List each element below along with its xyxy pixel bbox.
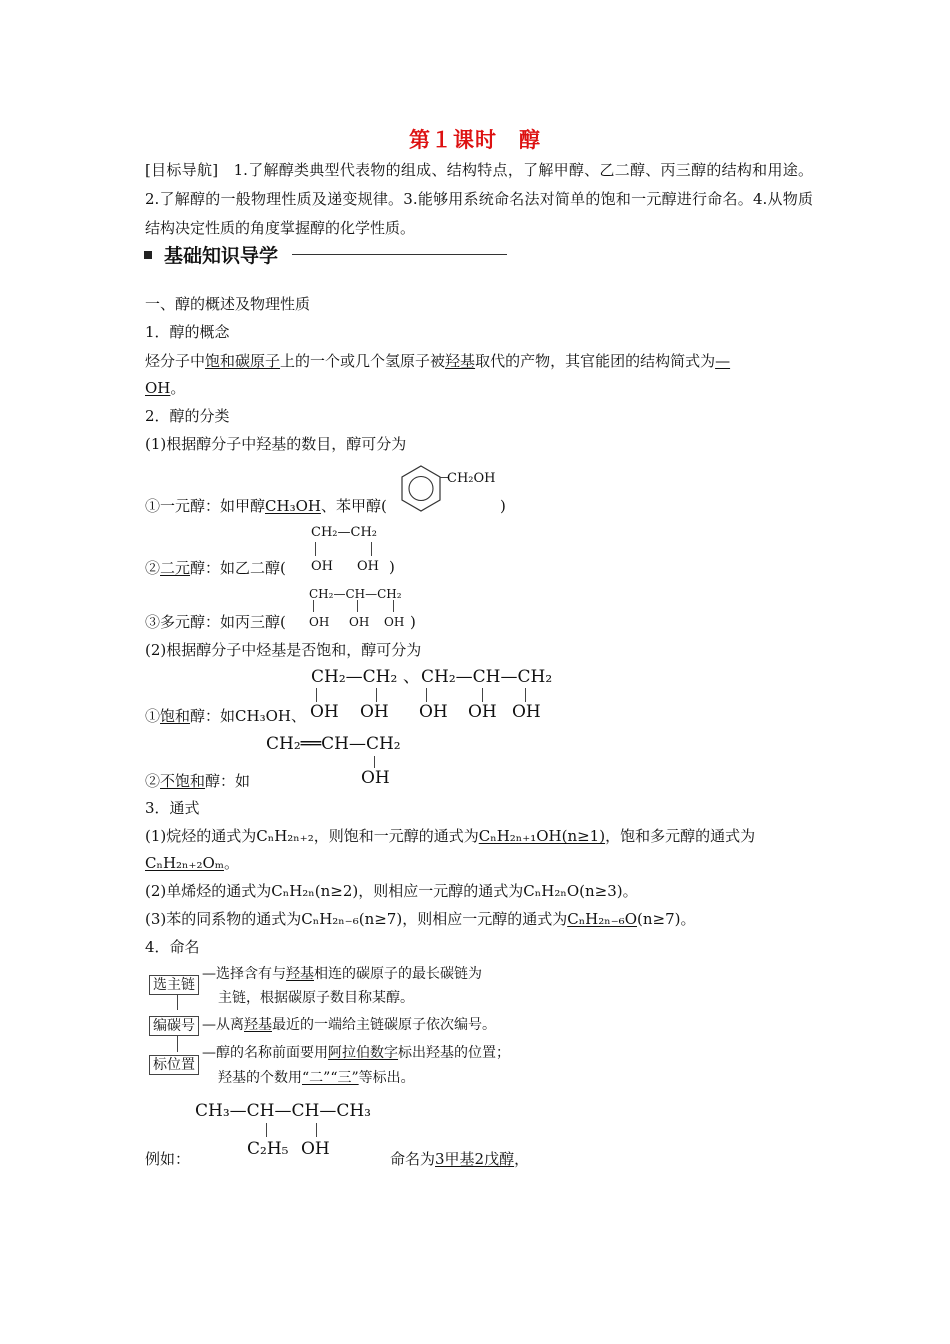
formula-heading: 3．通式: [145, 799, 200, 817]
bond-line: [316, 1123, 317, 1137]
glycerol-oh3: OH: [384, 615, 405, 629]
example-label: 例如：: [145, 1150, 191, 1168]
bond-line: [376, 688, 377, 702]
sat-glycerol-oh1: OH: [419, 702, 448, 722]
section-heading-text: 基础知识导学: [164, 245, 279, 267]
text-span: ①一元醇：如甲醇: [145, 497, 266, 515]
poly-alcohol-line: ③多元醇：如丙三醇(: [145, 613, 286, 631]
text-span: 取代的产物，其官能团的结构简式为: [475, 352, 716, 370]
text-span: —从离: [202, 1017, 244, 1033]
bond-line: [357, 600, 358, 612]
text-span: 醇：如乙二醇(: [190, 559, 286, 577]
text-span: 标出羟基的位置；: [398, 1045, 510, 1061]
answer-diol: 二元: [160, 559, 191, 577]
mono-close-paren: ): [500, 497, 506, 515]
poly-close-paren: ): [410, 613, 416, 631]
text-span: ，: [514, 1150, 530, 1168]
benzyl-ch2oh: CH₂OH: [447, 471, 496, 486]
classification-1: (1)根据醇分子中羟基的数目，醇可分为: [145, 435, 407, 453]
sat-glycol-oh2: OH: [360, 702, 389, 722]
text-span: ②: [145, 772, 161, 790]
text-span: (3)苯的同系物的通式为CₙH₂ₙ₋₆(n≥7)，则相应一元醇的通式为: [145, 910, 568, 928]
answer-oh-dash: —: [715, 352, 731, 370]
learning-goals: [目标导航] 1.了解醇类典型代表物的组成、结构特点，了解甲醇、乙二醇、丙三醇的结构和用途。2.了解醇的一般物理性质及递变规律。3.能够用系统命名法对简单的饱和一元醇进行命名。4.从物质结构决定性质的角度掌握醇的化学性质。: [145, 161, 813, 237]
text-span: 羟基的个数用: [218, 1070, 302, 1086]
step3-line2: [218, 1068, 415, 1088]
text-span: 。: [170, 379, 186, 397]
example-oh: OH: [301, 1139, 330, 1159]
answer-aromatic-formula: CₙH₂ₙ₋₆O: [567, 910, 637, 928]
answer-sat-mono-formula: CₙH₂ₙ₊₁OH(n≥1): [478, 827, 606, 845]
step-box-select-chain: 选主链: [149, 975, 199, 995]
bond-line: [371, 542, 372, 556]
answer-methanol: CH₃OH: [265, 497, 321, 515]
unsaturated-line: [145, 771, 250, 791]
concept-line2: [145, 378, 185, 398]
answer-saturated: 饱和: [160, 707, 191, 725]
answer-oh: OH: [145, 379, 171, 397]
glycerol-top: CH₂—CH—CH₂: [309, 587, 402, 601]
formula-1-line1: [145, 826, 755, 846]
text-span: —选择含有与: [202, 966, 286, 982]
text-span: —醇的名称前面要用: [202, 1045, 328, 1061]
section-heading: [144, 241, 507, 268]
formula-1-line2: [145, 853, 239, 873]
example-ethyl: C₂H₅: [247, 1139, 289, 1159]
allyl-oh: OH: [361, 768, 390, 788]
di-close-paren: ): [389, 558, 395, 576]
answer-example-name: 3甲基2戊醇: [435, 1150, 515, 1168]
naming-heading: 4．命名: [145, 938, 200, 956]
classification-2: (2)根据醇分子中烃基是否饱和，醇可分为: [145, 641, 422, 659]
text-span: (n≥7)。: [637, 910, 696, 928]
heading-rule: [292, 254, 507, 255]
step-box-number-carbons: 编碳号: [149, 1016, 199, 1036]
text-span: 醇：如CH₃OH、: [190, 707, 306, 725]
text-span: 命名为: [390, 1150, 436, 1168]
glycerol-oh2: OH: [349, 615, 370, 629]
part1-heading: 一、醇的概述及物理性质: [145, 295, 311, 313]
sat-glycol-oh1: OH: [310, 702, 339, 722]
step2-line: [202, 1015, 496, 1035]
formula-2: (2)单烯烃的通式为CₙH₂ₙ(n≥2)，则相应一元醇的通式为CₙH₂ₙO(n≥3)。: [145, 882, 638, 900]
text-span: 等标出。: [358, 1070, 415, 1086]
bond-line: [393, 600, 394, 612]
sat-glycerol-oh3: OH: [512, 702, 541, 722]
bond-line: [482, 688, 483, 702]
text-span: (1)烷烃的通式为CₙH₂ₙ₊₂，则饱和一元醇的通式为: [145, 827, 479, 845]
text-span: ，饱和多元醇的通式为: [605, 827, 756, 845]
text-span: ②: [145, 559, 161, 577]
sat-glycol-top: CH₂—CH₂: [311, 667, 398, 687]
bond-line: [525, 688, 526, 702]
step1-line2: 主链，根据碳原子数目称某醇。: [218, 990, 414, 1006]
classification-heading: 2．醇的分类: [145, 407, 230, 425]
saturated-line: [145, 706, 306, 726]
example-name-line: [390, 1149, 529, 1169]
mono-alcohol-line: [145, 496, 387, 516]
concept-line1: [145, 351, 730, 371]
text-span: 。: [223, 854, 239, 872]
step-box-mark-position: 标位置: [149, 1055, 199, 1075]
bond-line: [315, 542, 316, 556]
text-span: 烃分子中: [145, 352, 206, 370]
answer-saturated-carbon: 饱和碳原子: [205, 352, 281, 370]
square-bullet-icon: [144, 251, 152, 259]
formula-3: [145, 909, 695, 929]
text-span: 、苯甲醇(: [320, 497, 387, 515]
bond-line: [426, 688, 427, 702]
benzene-ring-icon: [398, 464, 444, 514]
bond-line: [374, 756, 375, 768]
answer-hydroxyl: 羟基: [286, 966, 314, 982]
concept-heading: 1．醇的概念: [145, 323, 230, 341]
glycol-top: CH₂—CH₂: [311, 525, 377, 540]
step1-line1: [202, 964, 482, 984]
text-span: 相连的碳原子的最长碳链为: [314, 966, 482, 982]
step3-line1: [202, 1043, 510, 1063]
bond-line: [316, 688, 317, 702]
allyl-top: CH₂══CH—CH₂: [266, 734, 401, 754]
answer-sat-poly-formula: CₙH₂ₙ₊₂Oₘ: [145, 854, 224, 872]
sat-glycerol-top: CH₂—CH—CH₂: [421, 667, 553, 687]
bond-line: [313, 600, 314, 612]
answer-hydroxyl: 羟基: [445, 352, 476, 370]
sat-glycerol-oh2: OH: [468, 702, 497, 722]
glycerol-oh1: OH: [309, 615, 330, 629]
page-title: 第１课时 醇: [409, 128, 541, 152]
answer-arabic-numerals: 阿拉伯数字: [328, 1045, 398, 1061]
text-span: 醇：如: [205, 772, 251, 790]
text-span: ①: [145, 707, 161, 725]
sat-sep: 、: [403, 667, 420, 687]
bond-line: [266, 1123, 267, 1137]
example-chain-top: CH₃—CH—CH—CH₃: [195, 1101, 371, 1121]
text-span: 最近的一端给主链碳原子依次编号。: [272, 1017, 496, 1033]
di-alcohol-line: [145, 558, 286, 578]
answer-hydroxyl: 羟基: [244, 1017, 272, 1033]
text-span: 上的一个或几个氢原子被: [280, 352, 446, 370]
glycol-oh1: OH: [311, 559, 333, 574]
answer-unsaturated: 不饱和: [160, 772, 206, 790]
answer-di-tri: “二”“三”: [302, 1070, 359, 1086]
glycol-oh2: OH: [357, 559, 379, 574]
